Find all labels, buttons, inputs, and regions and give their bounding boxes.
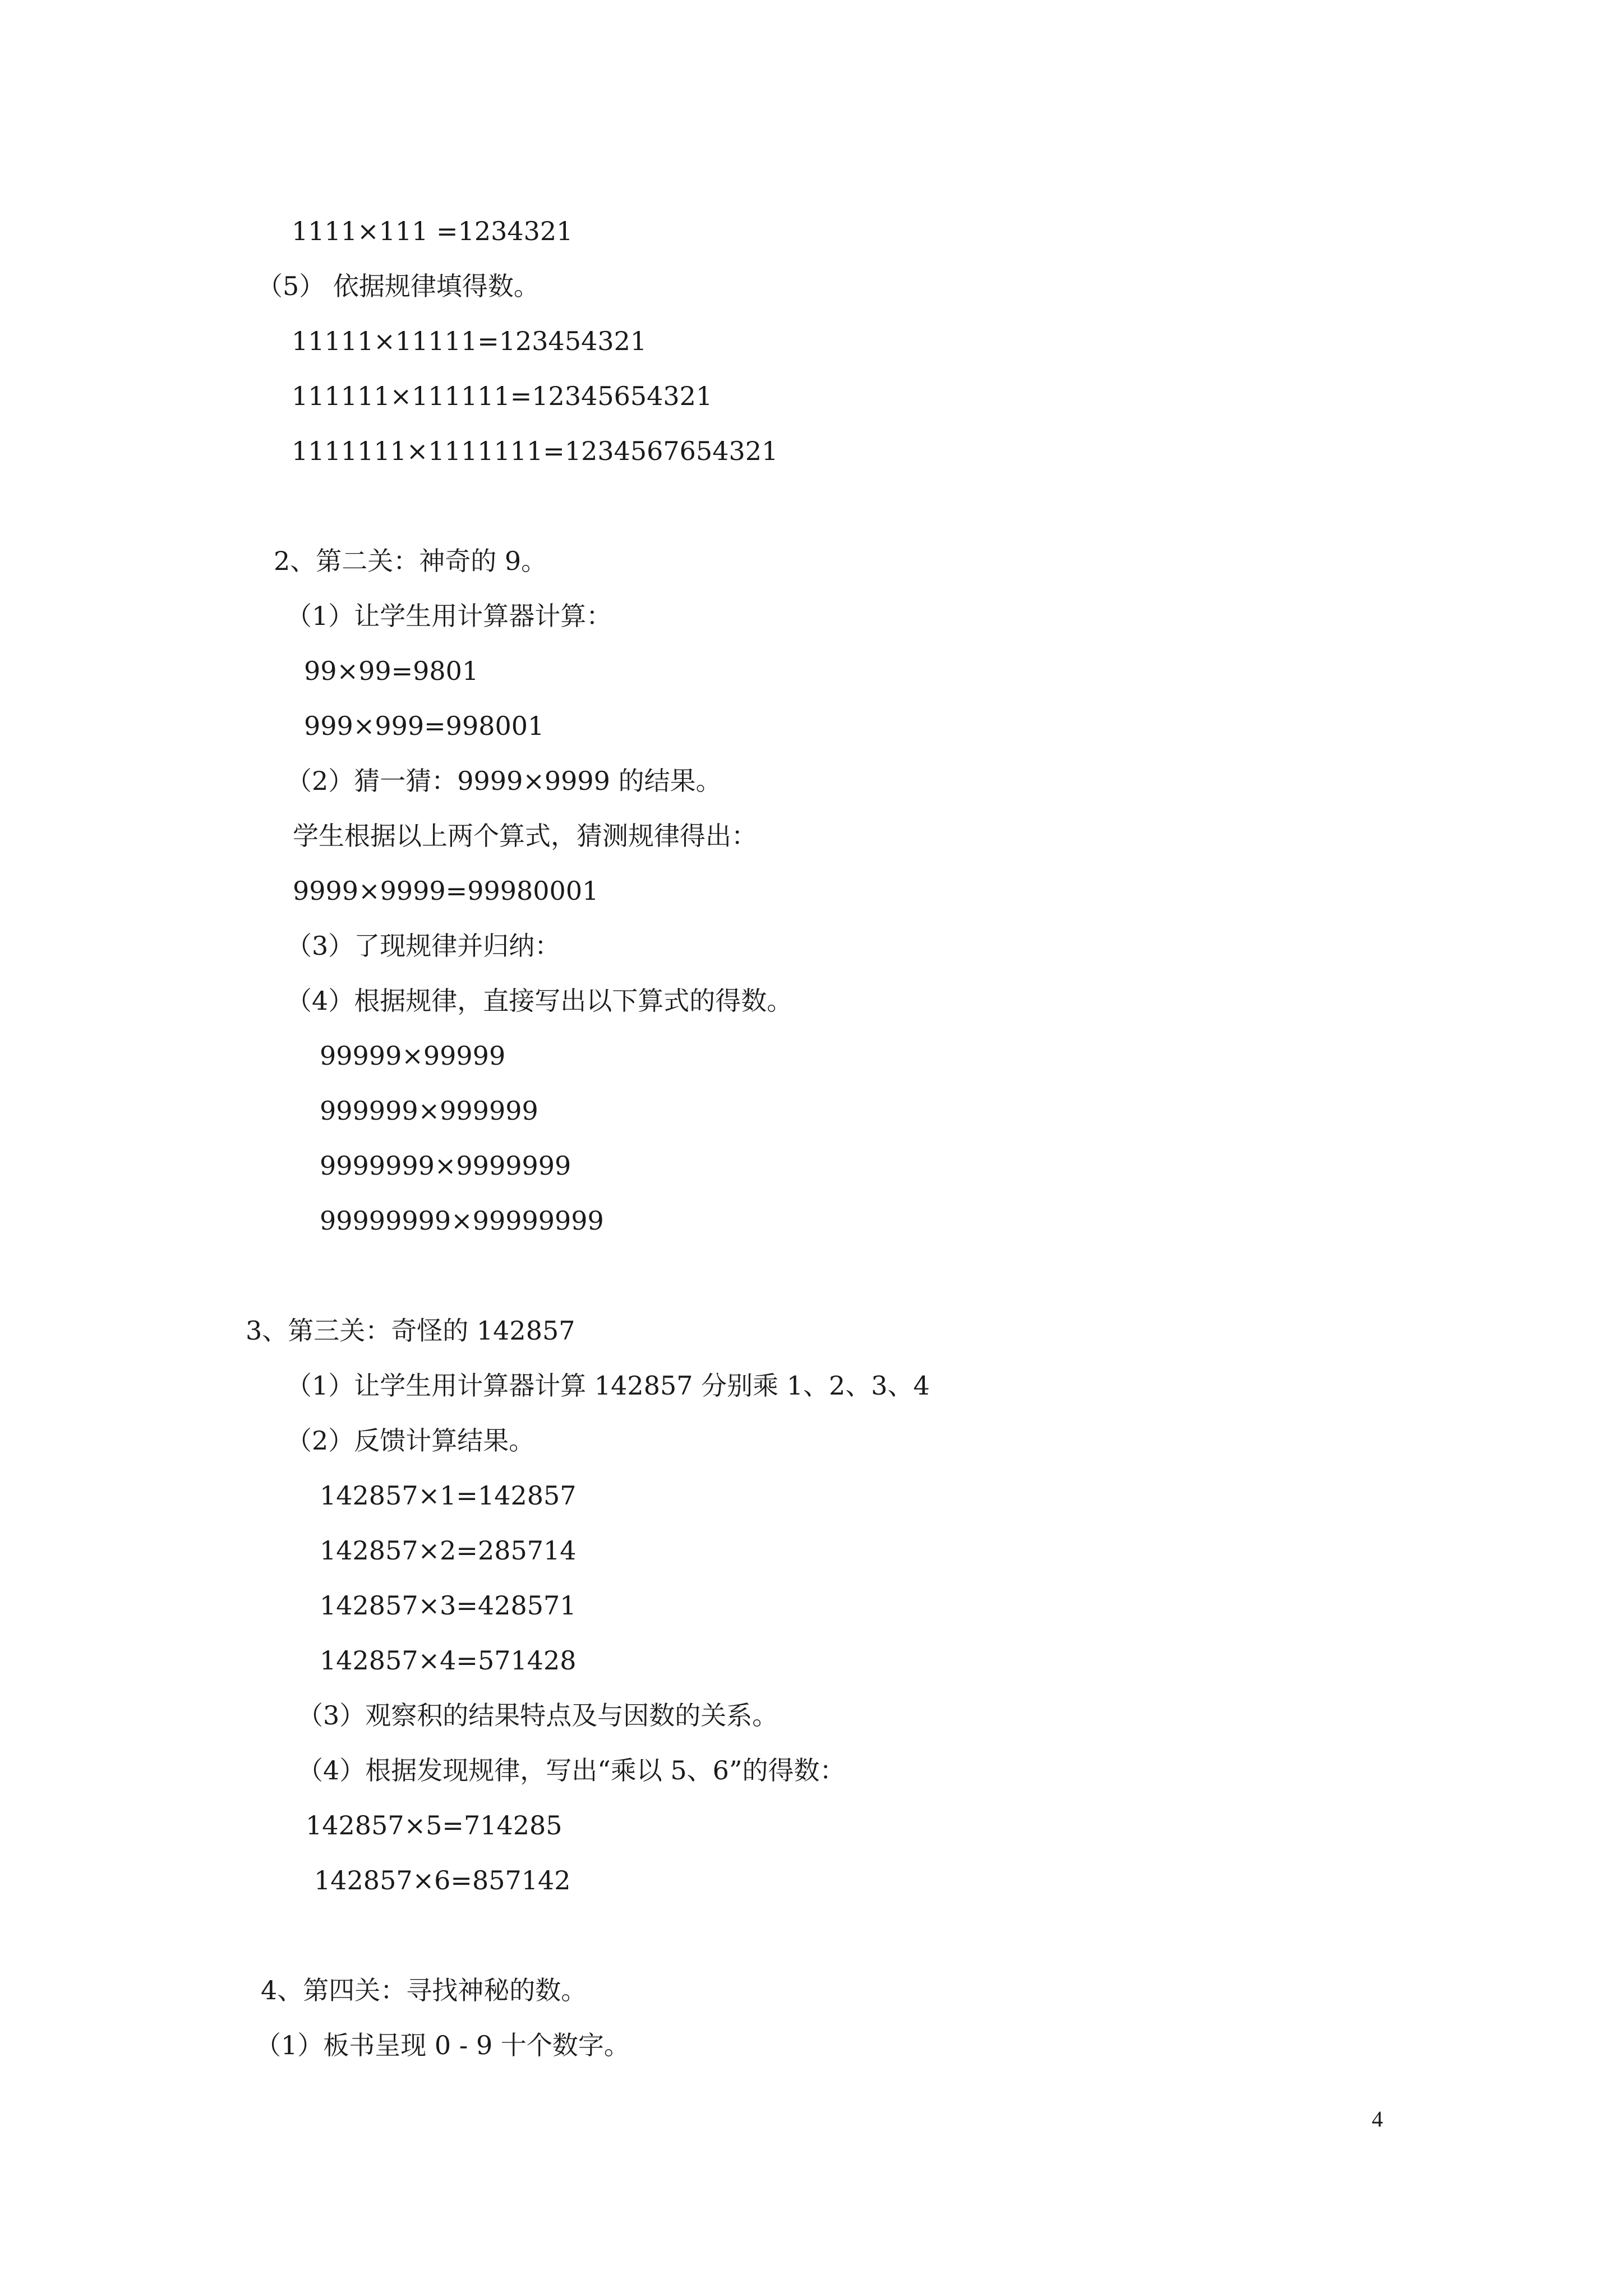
section-title: 2、第二关：神奇的 9。 bbox=[274, 546, 547, 576]
instruction-line: （4）根据规律，直接写出以下算式的得数。 bbox=[286, 986, 793, 1016]
instruction-line: （2）猜一猜：9999×9999 的结果。 bbox=[286, 766, 722, 796]
equation-line: 111111×111111=12345654321 bbox=[292, 381, 713, 411]
equation-line: 1111111×1111111=1234567654321 bbox=[292, 436, 778, 466]
equation-line: 142857×4=571428 bbox=[320, 1645, 577, 1676]
equation-line: 1111×111 =1234321 bbox=[292, 216, 573, 246]
equation-line: 142857×2=285714 bbox=[320, 1535, 577, 1566]
instruction-line: （3）了现规律并归纳： bbox=[286, 931, 561, 961]
instruction-line: （1）板书呈现 0 - 9 十个数字。 bbox=[255, 2030, 630, 2060]
exercise-line: 99999999×99999999 bbox=[320, 1205, 604, 1236]
section-title: 3、第三关：奇怪的 142857 bbox=[246, 1315, 575, 1346]
exercise-line: 9999999×9999999 bbox=[320, 1151, 571, 1181]
equation-line: 999×999=998001 bbox=[304, 711, 545, 741]
exercise-line: 999999×999999 bbox=[320, 1096, 538, 1126]
paragraph-line: 学生根据以上两个算式，猜测规律得出： bbox=[293, 821, 757, 851]
equation-line: 142857×5=714285 bbox=[306, 1810, 562, 1841]
equation-line: 142857×3=428571 bbox=[320, 1590, 577, 1621]
page-number: 4 bbox=[1372, 2106, 1383, 2132]
equation-line: 142857×1=142857 bbox=[320, 1480, 577, 1511]
instruction-line: （5） 依据规律填得数。 bbox=[257, 271, 540, 301]
equation-line: 99×99=9801 bbox=[304, 656, 479, 686]
equation-line: 142857×6=857142 bbox=[314, 1865, 571, 1895]
instruction-line: （4）根据发现规律，写出“乘以 5、6”的得数： bbox=[297, 1755, 846, 1786]
instruction-line: （1）让学生用计算器计算： bbox=[286, 601, 612, 631]
instruction-line: （2）反馈计算结果。 bbox=[286, 1425, 535, 1456]
exercise-line: 99999×99999 bbox=[320, 1041, 506, 1071]
instruction-line: （3）观察积的结果特点及与因数的关系。 bbox=[297, 1700, 778, 1731]
instruction-line: （1）让学生用计算器计算 142857 分别乘 1、2、3、4 bbox=[286, 1370, 930, 1401]
equation-line: 9999×9999=99980001 bbox=[293, 876, 599, 906]
equation-line: 11111×11111=123454321 bbox=[292, 326, 647, 356]
section-title: 4、第四关：寻找神秘的数。 bbox=[261, 1975, 587, 2005]
